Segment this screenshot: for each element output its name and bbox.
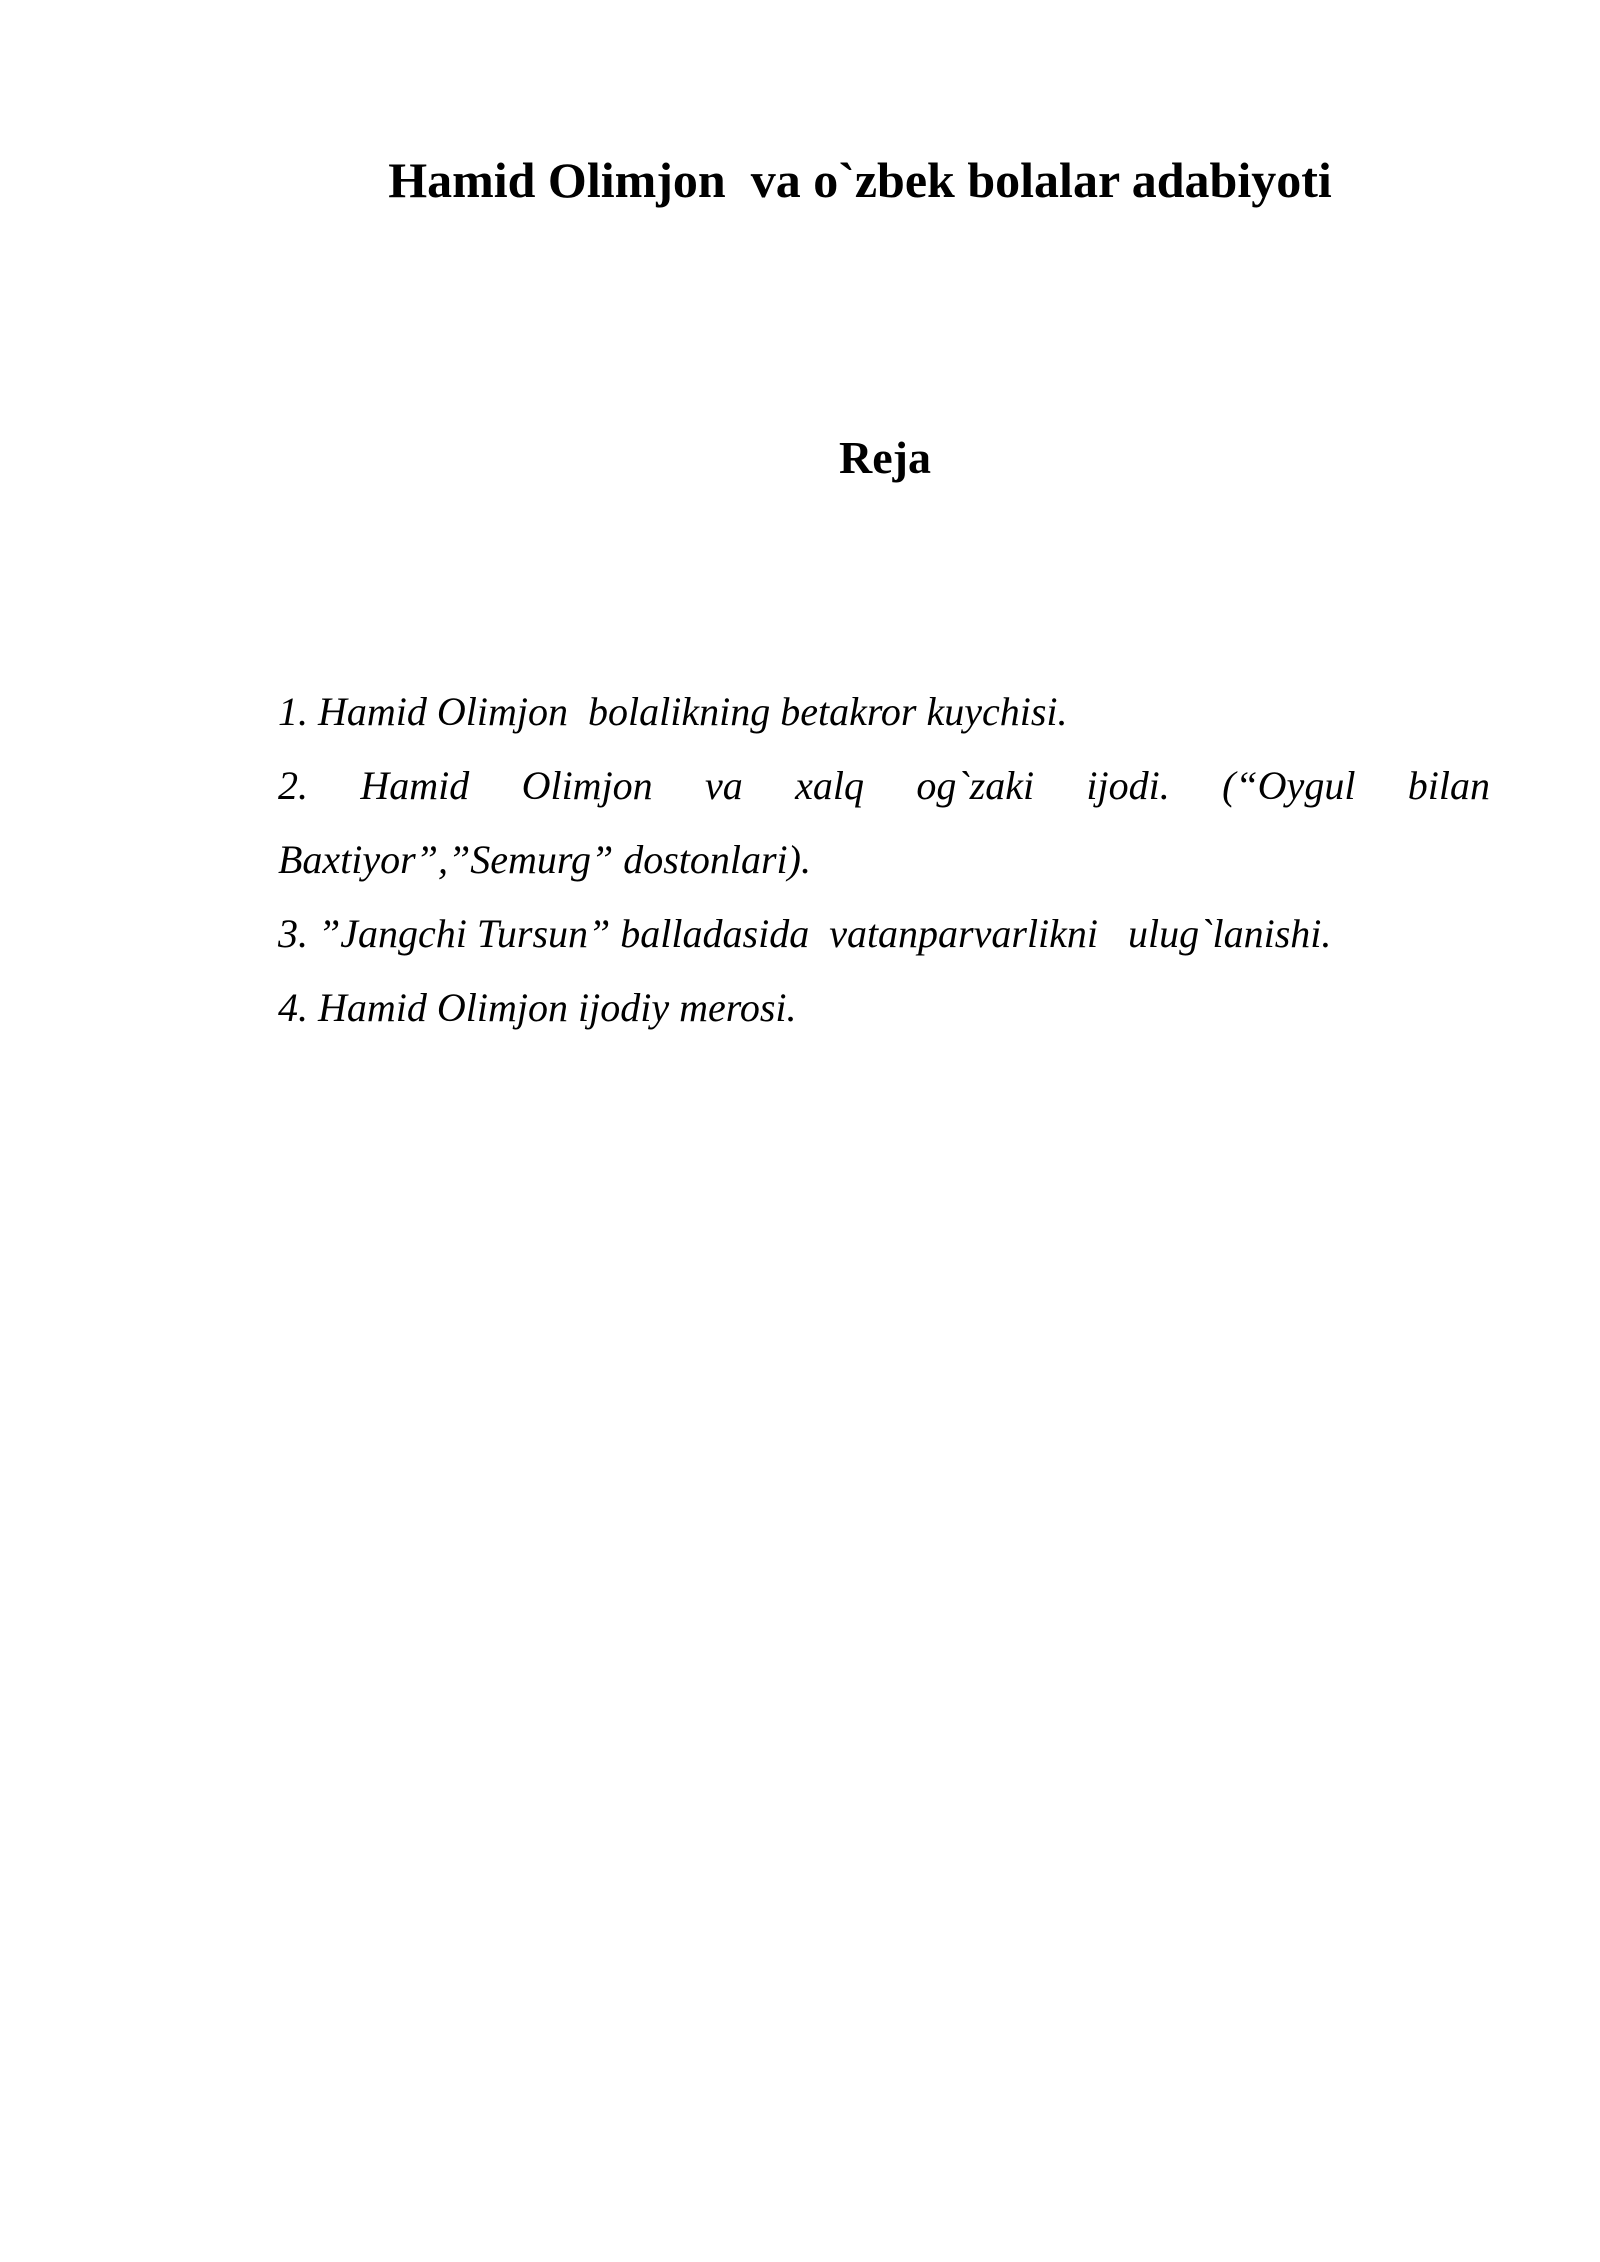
plan-heading: Reja xyxy=(839,432,931,483)
plan-item-1: 1. Hamid Olimjon bolalikning betakror kuychisi. xyxy=(278,689,1068,734)
document-title: Hamid Olimjon va o`zbek bolalar adabiyoti xyxy=(388,152,1332,208)
plan-item-2: 2. Hamid Olimjon va xalq og`zaki ijodi. (“Oygul bilan Baxtiyor”,”Semurg” dostonlari). xyxy=(278,763,1500,882)
plan-item-4: 4. Hamid Olimjon ijodiy merosi. xyxy=(278,985,797,1030)
plan-list xyxy=(278,675,1500,1045)
plan-item-3: 3. ”Jangchi Tursun” balladasida vatanparvarlikni ulug`lanishi. xyxy=(278,911,1332,956)
